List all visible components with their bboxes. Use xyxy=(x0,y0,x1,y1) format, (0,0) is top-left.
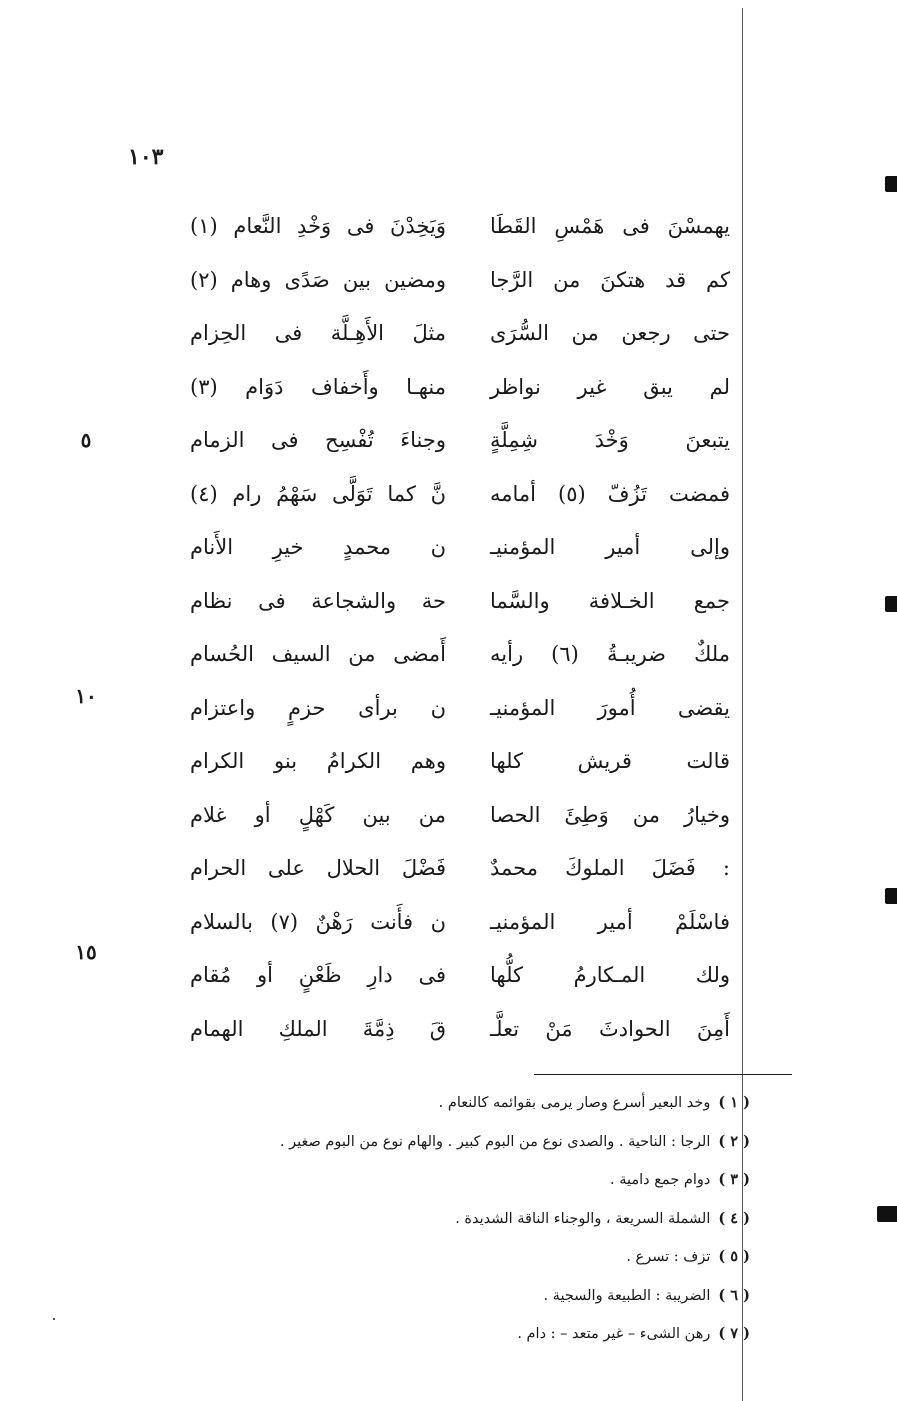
verse-second-hemistich: فَضْلَ الحلال على الحرام xyxy=(190,856,446,880)
footnote-text: رهن الشىء – غير متعد – : دام . xyxy=(517,1326,711,1342)
verse-first-hemistich: أَمِنَ الحوادثَ مَنْ تعلَّـ xyxy=(490,1016,730,1041)
footnote-text: تزف : تسرع . xyxy=(626,1249,711,1265)
verse-first-hemistich: جمع الخـلافة والسَّما xyxy=(490,588,730,613)
verse-second-hemistich: نَّ كما تَوَلَّى سَهْمُ رام (٤) xyxy=(190,481,446,506)
poem xyxy=(190,200,730,1056)
margin-dot xyxy=(53,1318,55,1320)
footnote xyxy=(150,1315,750,1354)
verse-second-hemistich: ن محمدٍ خيرِ الأَنام xyxy=(190,535,446,559)
verse-second-hemistich: قَ ذِمَّةَ الملكِ الهمام xyxy=(190,1016,446,1041)
verse-first-hemistich: يتبعنَ وَخْدَ شِمِلَّةٍ xyxy=(490,428,730,452)
footnote xyxy=(150,1123,750,1162)
verse-second-hemistich: وهم الكرامُ بنو الكرام xyxy=(190,749,446,773)
verse xyxy=(190,949,730,1003)
verse-first-hemistich: وإلى أمير المؤمنيـ xyxy=(490,535,730,559)
verse-second-hemistich: ن فأَنت رَهْنٌ (٧) بالسلام xyxy=(190,909,446,934)
verse xyxy=(190,628,730,682)
footnote-number: ( ٧ ) xyxy=(718,1325,750,1342)
footnote-number: ( ٢ ) xyxy=(718,1132,750,1150)
footnote xyxy=(150,1238,750,1277)
verse xyxy=(190,200,730,254)
verse-first-hemistich: ملكٌ ضريبـةُ (٦) رأيه xyxy=(490,642,730,666)
footnote-rule xyxy=(534,1074,792,1075)
verse-first-hemistich: يقضى أُمورَ المؤمنيـ xyxy=(490,695,730,720)
verse xyxy=(190,307,730,361)
verse xyxy=(190,468,730,522)
verse xyxy=(190,521,730,575)
footnotes xyxy=(150,1084,750,1354)
footnote xyxy=(150,1084,750,1123)
footnote xyxy=(150,1277,750,1316)
verse-first-hemistich: فاسْلَمْ أمير المؤمنيـ xyxy=(490,909,730,934)
footnote xyxy=(150,1200,750,1239)
footnote-number: ( ١ ) xyxy=(718,1094,750,1111)
verse xyxy=(190,789,730,843)
verse-second-hemistich: ن برأى حزمٍ واعتزام xyxy=(190,695,446,720)
verse-first-hemistich: فمضت تَزُفّ (٥) أمامه xyxy=(490,481,730,506)
verse-second-hemistich: ومضين بين صَدًى وهام (٢) xyxy=(190,267,446,292)
verse-first-hemistich: حتى رجعن من السُّرَى xyxy=(490,321,730,345)
verse xyxy=(190,575,730,629)
footnote-text: الشملة السريعة ، والوجناء الناقة الشديدة . xyxy=(455,1210,711,1227)
footnote xyxy=(150,1161,750,1200)
verse xyxy=(190,361,730,415)
verse xyxy=(190,414,730,468)
verse xyxy=(190,735,730,789)
verse-line-number-5: ٥ xyxy=(80,428,92,452)
footnote-text: الرجا : الناحية . والصدى نوع من البوم كبير . والهام نوع من البوم صغير . xyxy=(279,1133,711,1150)
verse-first-hemistich: يهمسْنَ فى هَمْسِ القَطَا xyxy=(490,214,730,238)
footnote-number: ( ٦ ) xyxy=(718,1286,750,1304)
verse-second-hemistich: حة والشجاعة فى نظام xyxy=(190,588,446,613)
verse-line-number-15: ١٥ xyxy=(75,940,97,964)
verse xyxy=(190,682,730,736)
verse-second-hemistich: وَيَخِدْنَ فى وَخْدِ النَّعام (١) xyxy=(190,214,446,238)
footnote-text: وخد البعير أسرع وصار يرمى بقوائمه كالنعام . xyxy=(438,1095,711,1111)
verse xyxy=(190,254,730,308)
verse-first-hemistich: ولك المـكارمُ كلُّها xyxy=(490,963,730,987)
verse-first-hemistich: : فَضَلَ الملوكَ محمدٌ xyxy=(490,856,730,880)
margin-mark xyxy=(885,596,897,612)
verse-second-hemistich: مثلَ الأَهِـلَّة فى الحِزام xyxy=(190,321,446,345)
footnote-text: الضريبة : الطبيعة والسجية . xyxy=(543,1287,711,1304)
verse-first-hemistich: لم يبق غير نواظر xyxy=(490,374,730,399)
footnote-number: ( ٥ ) xyxy=(718,1248,750,1265)
verse-second-hemistich: من بين كَهْلٍ أو غلام xyxy=(190,802,446,827)
footnote-number: ( ٣ ) xyxy=(718,1171,750,1188)
verse-first-hemistich: كم قد هتكنَ من الرَّجا xyxy=(490,267,730,292)
verse-line-number-10: ١٠ xyxy=(75,684,97,708)
verse-second-hemistich: فى دارِ ظَعْنٍ أو مُقام xyxy=(190,963,446,987)
page-number: ١٠٣ xyxy=(128,144,164,170)
margin-mark xyxy=(885,888,897,904)
verse xyxy=(190,842,730,896)
verse-second-hemistich: وجناءَ تُفْسِح فى الزمام xyxy=(190,428,446,452)
verse xyxy=(190,1003,730,1057)
margin-mark xyxy=(877,1206,897,1222)
verse xyxy=(190,896,730,950)
verse-first-hemistich: قالت قريش كلها xyxy=(490,749,730,773)
verse-second-hemistich: منهـا وأَخفاف دَوَام (٣) xyxy=(190,374,446,399)
footnote-text: دوام جمع دامية . xyxy=(609,1172,711,1188)
verse-second-hemistich: أَمضى من السيف الحُسام xyxy=(190,642,446,666)
verse-first-hemistich: وخيارُ من وَطِئَ الحصا xyxy=(490,802,730,827)
margin-mark xyxy=(885,176,897,192)
footnote-number: ( ٤ ) xyxy=(718,1209,750,1227)
